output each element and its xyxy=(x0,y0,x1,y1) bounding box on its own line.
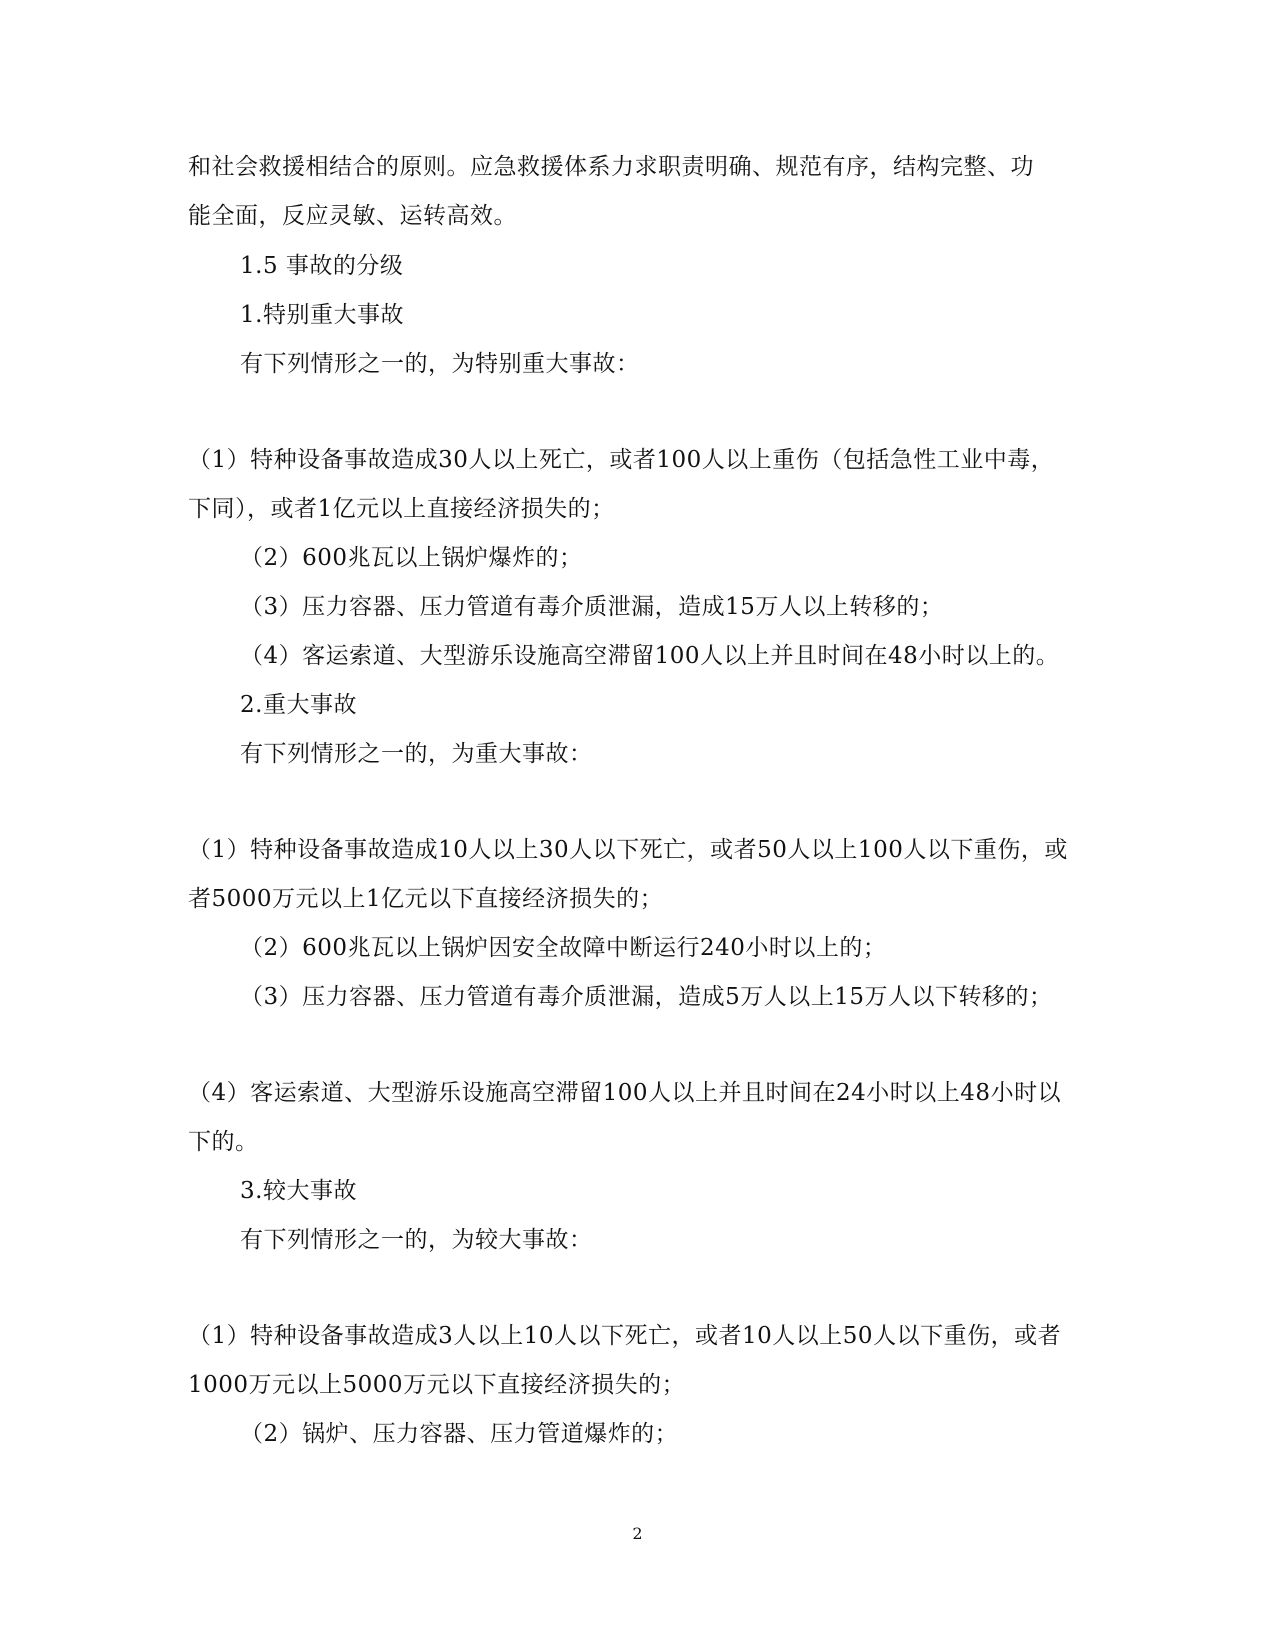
text-line: （3）压力容器、压力管道有毒介质泄漏，造成15万人以上转移的； xyxy=(240,594,944,620)
text-line: 下同），或者1亿元以上直接经济损失的； xyxy=(188,496,615,522)
text-line: （4）客运索道、大型游乐设施高空滞留100人以上并且时间在24小时以上48小时以 xyxy=(188,1080,1062,1106)
text-line: （3）压力容器、压力管道有毒介质泄漏，造成5万人以上15万人以下转移的； xyxy=(240,984,1053,1010)
text-line: （2）锅炉、压力容器、压力管道爆炸的； xyxy=(240,1421,679,1447)
text-line: （1）特种设备事故造成3人以上10人以下死亡，或者10人以上50人以下重伤，或者 xyxy=(188,1323,1062,1349)
text-line: 有下列情形之一的，为重大事故： xyxy=(240,741,593,767)
text-line: 下的。 xyxy=(188,1129,259,1155)
text-line: 有下列情形之一的，为特别重大事故： xyxy=(240,351,640,377)
text-line: 和社会救援相结合的原则。应急救援体系力求职责明确、规范有序，结构完整、功 xyxy=(188,154,1034,180)
subsection-heading: 3.较大事故 xyxy=(240,1178,357,1204)
subsection-heading: 2.重大事故 xyxy=(240,692,357,718)
text-line: （4）客运索道、大型游乐设施高空滞留100人以上并且时间在48小时以上的。 xyxy=(240,643,1060,669)
text-line: （2）600兆瓦以上锅炉因安全故障中断运行240小时以上的； xyxy=(240,935,887,961)
text-line: 能全面，反应灵敏、运转高效。 xyxy=(188,203,517,229)
section-heading: 1.5 事故的分级 xyxy=(240,253,404,279)
text-line: 者5000万元以上1亿元以下直接经济损失的； xyxy=(188,886,664,912)
text-line: （1）特种设备事故造成30人以上死亡，或者100人以上重伤（包括急性工业中毒， xyxy=(188,447,1055,473)
page-number: 2 xyxy=(632,1524,643,1543)
text-line: （1）特种设备事故造成10人以上30人以下死亡，或者50人以上100人以下重伤，或 xyxy=(188,837,1068,863)
text-line: （2）600兆瓦以上锅炉爆炸的； xyxy=(240,545,583,571)
subsection-heading: 1.特别重大事故 xyxy=(240,302,404,328)
text-line: 有下列情形之一的，为较大事故： xyxy=(240,1227,593,1253)
text-line: 1000万元以上5000万元以下直接经济损失的； xyxy=(188,1372,686,1398)
